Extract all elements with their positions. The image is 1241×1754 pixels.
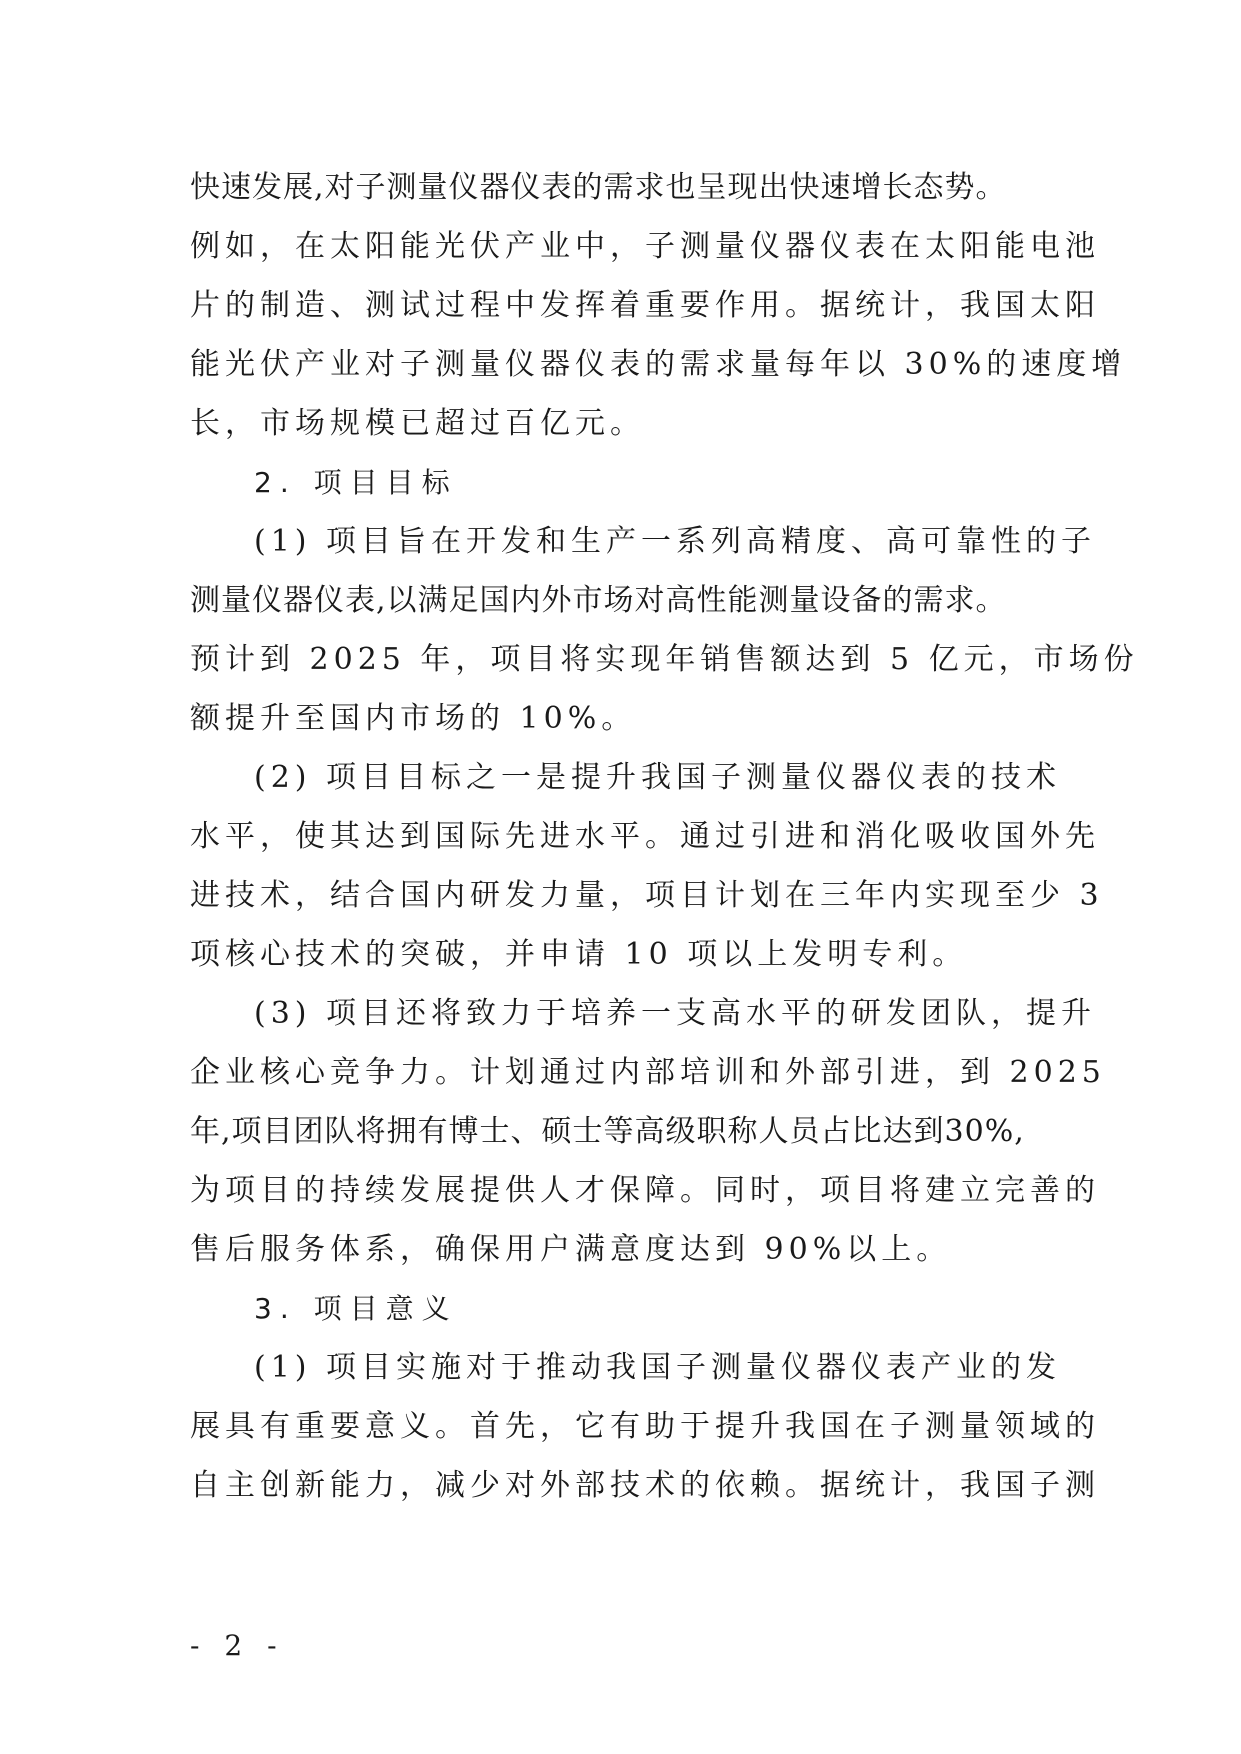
text-line: 企业核心竞争力。计划通过内部培训和外部引进，到 2025: [190, 1055, 1106, 1090]
section-heading-significance: 3. 项目意义: [254, 1292, 458, 1325]
objective-paragraph-1: [190, 512, 1139, 748]
text-line: 为项目的持续发展提供人才保障。同时，项目将建立完善的: [190, 1173, 1100, 1208]
objective-paragraph-2: [190, 748, 1104, 984]
text-line: (1) 项目旨在开发和生产一系列高精度、高可靠性的子: [254, 524, 1097, 559]
text-line: 自主创新能力，减少对外部技术的依赖。据统计，我国子测: [190, 1468, 1100, 1503]
objective-paragraph-3: [190, 984, 1106, 1279]
text-line: 例如，在太阳能光伏产业中，子测量仪器仪表在太阳能电池: [190, 229, 1100, 264]
text-line: (1) 项目实施对于推动我国子测量仪器仪表产业的发: [254, 1350, 1062, 1385]
significance-paragraph-1: [190, 1338, 1100, 1515]
text-line: (3) 项目还将致力于培养一支高水平的研发团队，提升: [254, 996, 1097, 1031]
text-line: 年,项目团队将拥有博士、硕士等高级职称人员占比达到30%,: [190, 1114, 1025, 1149]
text-line: 预计到 2025 年，项目将实现年销售额达到 5 亿元，市场份: [190, 642, 1139, 677]
text-line: 售后服务体系，确保用户满意度达到 90%以上。: [190, 1232, 952, 1267]
intro-paragraph: [190, 158, 1127, 453]
text-line: 进技术，结合国内研发力量，项目计划在三年内实现至少 3: [190, 878, 1104, 913]
text-line: 片的制造、测试过程中发挥着重要作用。据统计，我国太阳: [190, 288, 1100, 323]
page-body: [190, 158, 1139, 1515]
text-line: 额提升至国内市场的 10%。: [190, 701, 637, 736]
text-line: 快速发展,对子测量仪器仪表的需求也呈现出快速增长态势。: [190, 170, 1007, 205]
text-line: 长，市场规模已超过百亿元。: [190, 406, 645, 441]
text-line: 项核心技术的突破，并申请 10 项以上发明专利。: [190, 937, 968, 972]
section-heading-objectives: 2. 项目目标: [254, 466, 458, 499]
text-line: (2) 项目目标之一是提升我国子测量仪器仪表的技术: [254, 760, 1062, 795]
text-line: 水平，使其达到国际先进水平。通过引进和消化吸收国外先: [190, 819, 1100, 854]
text-line: 展具有重要意义。首先，它有助于提升我国在子测量领域的: [190, 1409, 1100, 1444]
page-number: - 2 -: [190, 1629, 285, 1662]
text-line: 能光伏产业对子测量仪器仪表的需求量每年以 30%的速度增: [190, 347, 1127, 382]
text-line: 测量仪器仪表,以满足国内外市场对高性能测量设备的需求。: [190, 583, 1007, 618]
